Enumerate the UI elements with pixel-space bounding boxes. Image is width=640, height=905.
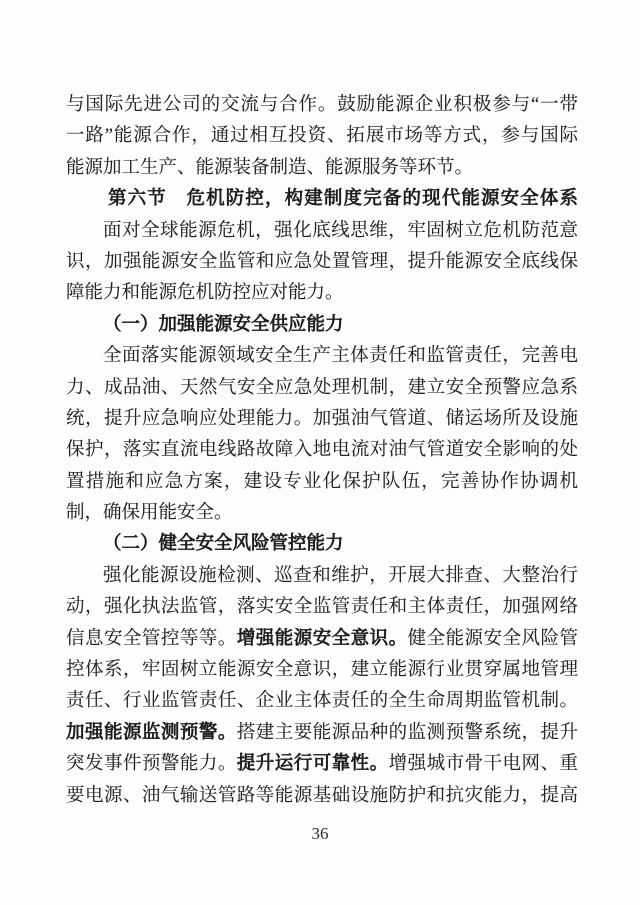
text-segment: 控体系，牢固树立能源安全意识，建立能源行业贯穿属地管理 [66,660,578,681]
bold-text-segment: 加强能源监测预警。 [66,722,237,743]
text-segment: 突发事件预警能力。 [66,754,237,775]
text-segment: 搭建主要能源品种的监测预警系统，提升 [236,722,578,743]
bold-text-segment: 第六节 危机防控，构建制度完备的现代能源安全体系 [108,189,578,210]
bold-text-segment: （一）加强能源安全供应能力 [103,314,344,335]
text-line [66,718,578,749]
text-line [66,404,578,435]
text-segment: 制，确保用能安全。 [66,503,233,524]
text-line [66,655,578,686]
text-line [66,686,578,717]
text-line [66,216,578,247]
text-line [66,373,578,404]
text-line [66,121,578,152]
text-segment: 力、成品油、天然气安全应急处理机制，建立安全预警应急系 [66,377,578,398]
text-segment: 障能力和能源危机防控应对能力。 [66,283,344,304]
text-segment: 强化能源设施检测、巡查和维护，开展大排查、大整治行 [103,565,578,586]
text-line [66,561,578,592]
text-segment: 与国际先进公司的交流与合作。鼓励能源企业积极参与“一带 [66,95,578,115]
section-heading [66,184,578,215]
text-segment: 面对全球能源危机，强化底线思维，牢固树立危机防范意 [103,220,578,241]
text-segment: 信息安全管控等等。 [66,628,237,649]
text-segment: 全面落实能源领域安全生产主体责任和监管责任，完善电 [103,346,578,367]
text-segment: 增强城市骨干电网、重 [388,754,578,775]
page-number: 36 [311,824,329,843]
text-segment: 能源加工生产、能源装备制造、能源服务等环节。 [66,157,474,178]
text-line [66,749,578,780]
page-text-block [66,90,578,812]
text-line [66,153,578,184]
text-line [66,278,578,309]
subsection-heading [66,529,578,560]
text-line [66,90,578,121]
text-line [66,624,578,655]
text-segment: 保护，落实直流电线路故障入地电流对油气管道安全影响的处 [66,440,578,461]
text-segment: 一路”能源合作，通过相互投资、拓展市场等方式，参与国际 [66,126,578,147]
text-line [66,498,578,529]
text-line [66,592,578,623]
text-segment: 动，强化执法监管，落实安全监管责任和主体责任，加强网络 [66,597,578,618]
text-line [66,467,578,498]
text-segment: 责任、行业监管责任、企业主体责任的全生命周期监管机制。 [66,691,578,712]
bold-text-segment: 提升运行可靠性。 [236,754,389,775]
text-line [66,341,578,372]
text-segment: 识，加强能源安全监管和应急处置管理，提升能源安全底线保 [66,251,578,272]
text-line [66,781,578,812]
bold-text-segment: 增强能源安全意识。 [236,628,408,649]
text-segment: 统，提升应急响应处理能力。加强油气管道、储运场所及设施 [66,408,578,429]
text-segment: 健全能源安全风险管 [407,628,578,649]
text-segment: 置措施和应急方案，建设专业化保护队伍，完善协作协调机 [66,471,578,492]
text-line [66,247,578,278]
text-line [66,435,578,466]
text-segment: 要电源、油气输送管路等能源基础设施防护和抗灾能力，提高 [66,785,578,806]
subsection-heading [66,310,578,341]
bold-text-segment: （二）健全安全风险管控能力 [103,534,344,555]
